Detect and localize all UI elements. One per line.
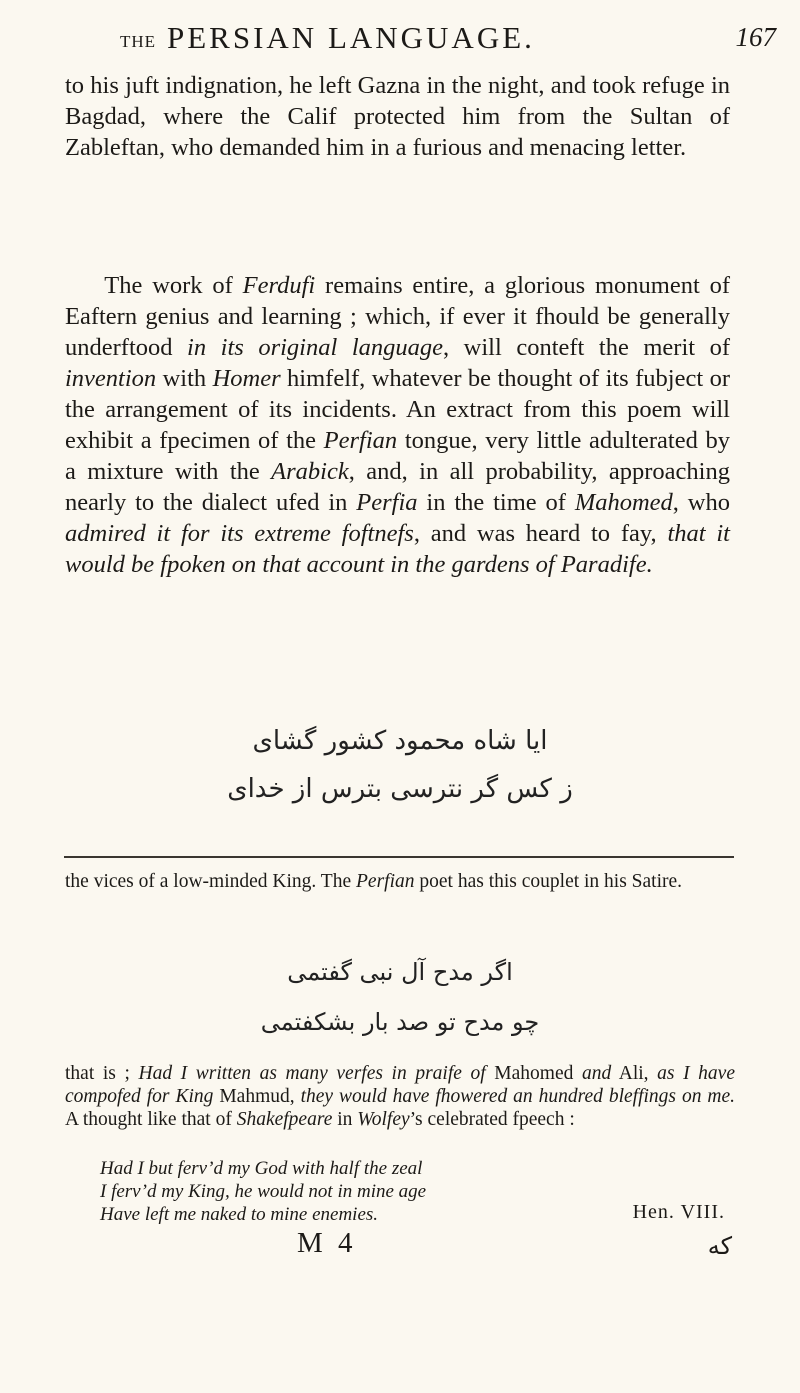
italic-phrase: admired it for its extreme foftnefs (65, 520, 414, 547)
text-run: in the time of (417, 489, 575, 516)
italic-name-homer: Homer (212, 365, 281, 392)
italic-phrase: in its original language (187, 334, 444, 361)
running-head-article: THE (120, 32, 157, 51)
italic-word-persia: Perfia (356, 489, 418, 516)
italic-word-arabick: Arabick (271, 458, 349, 485)
text-run: tongue, very little adulterated by a mixture with the (65, 427, 731, 485)
text-run: , and, in all probability, approaching nearly to the dialect ufed in (65, 458, 730, 516)
text-run: , and was heard to fay, (413, 520, 668, 547)
text-run: the vices of a low-minded King. The (65, 871, 356, 892)
text-run: ’s celebrated fpeech : (409, 1109, 575, 1130)
persian-verse-line-2: ز کس گر نترسی بترس از خدای (227, 774, 573, 804)
italic-word-persian: Perfian (356, 871, 415, 892)
text-run: poet has this couplet in his Satire. (414, 871, 683, 892)
signature-mark: M 4 (297, 1227, 357, 1259)
italic-quote: that it would be fpoken on that account in the gardens of Paradife. (65, 520, 730, 578)
paragraph-ferdusi (65, 270, 730, 580)
text-run: A thought like that of (65, 1109, 237, 1130)
text-run: in (332, 1109, 358, 1130)
italic-word-persian: Perfian (323, 427, 398, 454)
italic-phrase: they would have fhowered an hundred bleffings on me. (300, 1086, 735, 1107)
section-divider (64, 856, 734, 858)
shakespeare-verse-line-2: I ferv’d my King, he would not in mine age (100, 1181, 427, 1202)
text-run: , will conteft the merit of (443, 334, 731, 361)
italic-word-invention: invention (65, 365, 157, 392)
italic-phrase: as I have compofed for King (65, 1063, 735, 1107)
text-run: remains entire, a glorious monument of Eaftern genius and learning ; which, if ever it fhould be generally underftood (65, 272, 730, 361)
italic-word: and (581, 1063, 612, 1084)
text-run: himfelf, whatever be thought of its fubject or the arrangement of its incidents. An extract from this poem will exhibit a fpecimen of the (65, 365, 730, 454)
shakespeare-verse-line-3: Have left me naked to mine enemies. (100, 1204, 379, 1225)
text-run: that is ; (65, 1063, 139, 1084)
paragraph-continued: to his juft indignation, he left Gazna in the night, and took refuge in Bagdad, where the Calif protected him from the Sultan of Zableftan, who demanded him in a furious and menacing letter. (65, 72, 730, 161)
verse-source: Hen. VIII. (632, 1201, 725, 1223)
satire-verse-line-2: چو مدح تو صد بار بشکفتمی (260, 1008, 540, 1036)
satire-translation (65, 1062, 735, 1131)
page-number: 167 (735, 22, 776, 52)
italic-phrase: Had I written as many verfes in praife of (138, 1063, 486, 1084)
satire-verse-line-1: اگر مدح آل نبی گفتمی (287, 958, 513, 986)
satire-intro (65, 870, 735, 893)
running-head (0, 20, 800, 60)
text-run: Ali, (611, 1063, 658, 1084)
text-run: with (156, 365, 213, 392)
text-run: Mahmud, (213, 1086, 301, 1107)
text-run: Mahomed (485, 1063, 582, 1084)
italic-name-shakespeare: Shakefpeare (236, 1109, 333, 1130)
shakespeare-verse-line-1: Had I but ferv’d my God with half the zeal (100, 1158, 423, 1179)
text-run: The work of (104, 272, 243, 299)
running-head-title: PERSIAN LANGUAGE. (167, 20, 535, 55)
persian-verse-line-1: ایا شاه محمود کشور گشای (252, 726, 548, 756)
catchword: که (707, 1232, 732, 1260)
italic-name-mahomed: Mahomed (574, 489, 673, 516)
italic-name-ferdusi: Ferdufi (242, 272, 316, 299)
italic-name-wolsey: Wolfey (357, 1109, 410, 1130)
text-run: , who (672, 489, 730, 516)
